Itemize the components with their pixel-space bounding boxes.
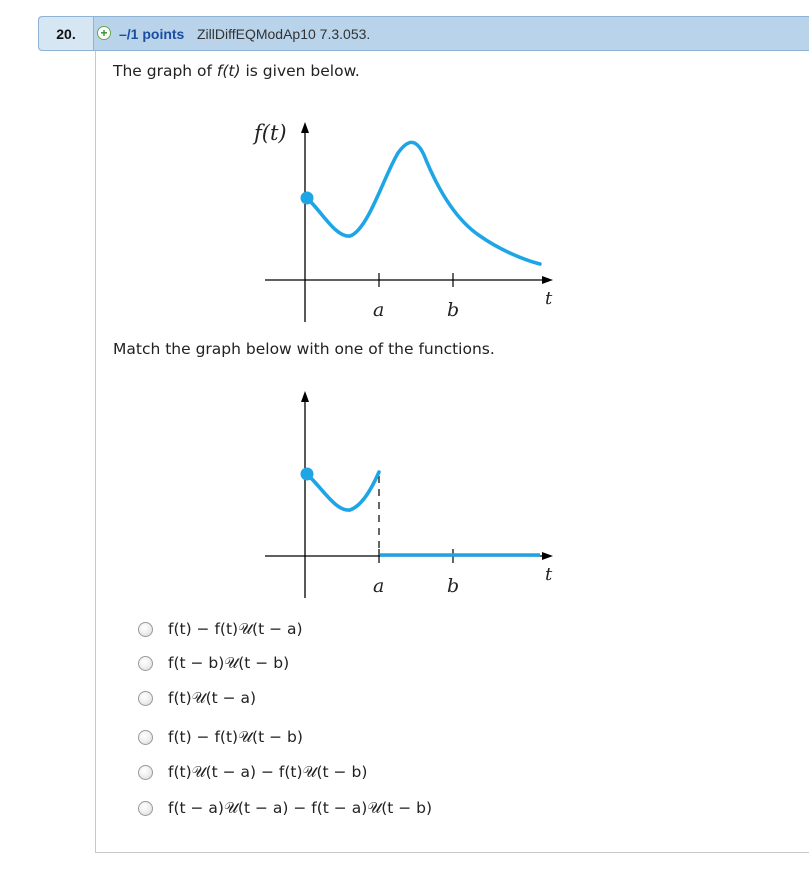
radio-button[interactable]	[138, 801, 153, 816]
radio-button[interactable]	[138, 622, 153, 637]
choice-6[interactable]	[138, 797, 432, 819]
x-axis-label: t	[545, 288, 553, 309]
choice-2[interactable]	[138, 652, 289, 674]
start-point-2	[301, 468, 314, 481]
tick-label-b-2: b	[447, 575, 460, 597]
choice-4[interactable]	[138, 726, 303, 748]
choice-label: f(t − a)𝒰(t − a) − f(t − a)𝒰(t − b)	[168, 798, 433, 817]
choice-5[interactable]	[138, 761, 367, 783]
choice-1[interactable]	[138, 618, 303, 640]
y-axis-label: f(t)	[254, 121, 287, 145]
question-source: ZillDiffEQModAp10 7.3.053.	[197, 26, 371, 42]
question-number: 20.	[39, 17, 94, 50]
tick-label-a-2: a	[373, 575, 385, 597]
radio-button[interactable]	[138, 656, 153, 671]
x-axis-label-2: t	[545, 564, 553, 585]
radio-button[interactable]	[138, 730, 153, 745]
add-icon[interactable]: +	[97, 26, 111, 40]
y-axis-arrow-2	[301, 391, 309, 402]
prompt-match: Match the graph below with one of the functions.	[113, 340, 495, 358]
choice-label: f(t) − f(t)𝒰(t − b)	[168, 727, 303, 746]
choice-label: f(t)𝒰(t − a) − f(t)𝒰(t − b)	[168, 762, 368, 781]
choice-label: f(t)𝒰(t − a)	[168, 688, 257, 707]
radio-button[interactable]	[138, 765, 153, 780]
tick-label-b: b	[447, 299, 460, 321]
choice-3[interactable]	[138, 687, 256, 709]
target-curve	[307, 472, 379, 510]
tick-label-a: a	[373, 299, 385, 321]
x-axis-arrow-2	[542, 552, 553, 560]
prompt-graph-given: The graph of f(t) is given below.	[113, 62, 360, 80]
choice-label: f(t − b)𝒰(t − b)	[168, 653, 290, 672]
points-label: –/1 points	[119, 26, 185, 42]
choice-label: f(t) − f(t)𝒰(t − a)	[168, 619, 303, 638]
radio-button[interactable]	[138, 691, 153, 706]
